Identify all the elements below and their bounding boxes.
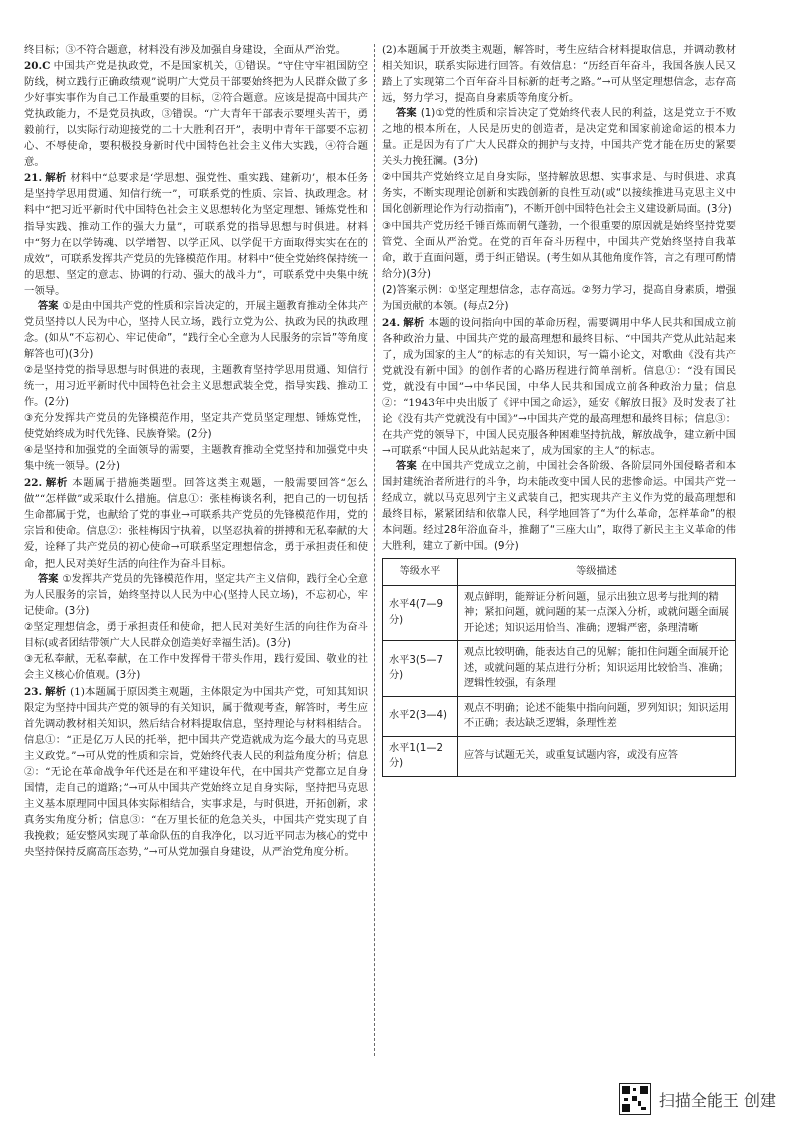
description-cell: 应答与试题无关，或重复试题内容，或没有应答 [458,736,736,776]
answer-point: ①发挥共产党员的先锋模范作用，坚定共产主义信仰，践行全心全意为人民服务的宗旨，始终坚持以人民为中心(坚持人民立场)，不忘初心，牢记使命。(3分) [24,573,368,617]
table-row [383,585,736,641]
watermark-text: 扫描全能王 创建 [658,1090,776,1110]
description-cell: 观点比较明确，能表达自己的见解；能扣住问题全面展开论述，或就问题的某点进行分析；知识运用比较恰当、准确；逻辑性较强，有条理 [458,641,736,697]
analysis-label: 解析 [45,685,67,698]
table-header-description: 等级描述 [458,558,736,585]
question-23-answer-3: ③中国共产党历经千锤百炼而朝气蓬勃，一个很重要的原因就是始终坚持党要管党、全面从严治党。在党的百年奋斗历程中，中国共产党始终坚持自我革命，敢于直面问题，勇于纠正错误。(考生如从其他角度作答，言之有理可酌情给分)(3分) [382,220,736,280]
question-24-answer [382,459,736,555]
analysis-text: 材料中“总要求是‘学思想、强党性、重实践、建新功’，根本任务是坚持学思用贯通、知信行统一”，可联系党的性质、宗旨、执政理念。材料中“把习近平新时代中国特色社会主义思想转化为坚定理想、锤炼党性和指导实践、推动工作的强大力量”，可联系党的指导思想与时俱进。材料中“努力在以学铸魂、以学增智、以学正风、以学促干方面取得实实在在的成效”，可联系发挥共产党员的先锋模范作用。材料中“使全党始终保持统一的思想、坚定的意志、协调的行动、强大的战斗力”，可联系党中央集中统一领导。 [24,172,369,297]
answer-label: 答案 [396,461,418,473]
question-22-answer-3: ③无私奉献，无私奉献，在工作中发挥骨干带头作用，践行爱国、敬业的社会主义核心价值观。(3分) [24,653,368,681]
question-21-analysis [24,170,368,298]
answer-text: 在中国共产党成立之前，中国社会各阶级、各阶层同外国侵略者和本国封建统治者所进行的斗争，均未能改变中国人民的悲惨命运。中国共产党一经成立，就以马克思列宁主义武装自己，把实现共产主义作为党的最高理想和最终目标，紧紧团结和依靠人民，科学地回答了“为什么革命，怎样革命”的根本问题。经过28年浴血奋斗，推翻了“三座大山”，取得了新民主主义革命的伟大胜利，建立了新中国。(9分) [382,461,737,553]
answer-label: 答案 [38,300,59,312]
question-21-answer-4: ④是坚持和加强党的全面领导的需要，主题教育推动全党坚持和加强党中央集中统一领导。(2分) [24,445,368,473]
description-cell: 观点鲜明，能辩证分析问题，显示出独立思考与批判的精神；紧扣问题，就问题的某一点深入分析，或就问题全面展开论述；知识运用恰当、准确；逻辑严密，条理清晰 [458,585,736,641]
analysis-text: 本题的设问指向中国的革命历程，需要调用中华人民共和国成立前各种政治力量、中国共产党的最高理想和最终目标、“中国共产党从此站起来了，成为国家的主人”的标志的有关知识，写一篇小论文，对歌曲《没有共产党就没有新中国》的创作者的心路历程进行简单剖析。信息①：“没有国民党，就没有中国”→中华民国，中华人民共和国成立前各种政治力量；信息②：“1943年中央出版了《评中国之命运》，延安《解放日报》及时发表了社论《没有共产党就没有中国》”→中国共产党的最高理想和最终目标；信息③：在共产党的领导下，中国人民克服各种困难坚持抗战，解放战争，建立新中国→可联系“中国人民从此站起来了，成为国家的主人”的标志。 [382,316,737,458]
question-22-analysis [24,475,368,571]
question-21-answer-1 [24,299,368,363]
answer-point: (1)①党的性质和宗旨决定了党始终代表人民的利益，这是党立于不败之地的根本所在，人民是历史的创造者，是决定党和国家前途命运的根本力量。正是因为有了广大人民群众的拥护与支持，中国共产党才能在历史的紧要关头力挽狂澜。(3分) [382,108,737,168]
analysis-text: 本题属于措施类题型。回答这类主观题，一般需要回答“怎么做”“怎样做”或采取什么措施。信息①：张桂梅谈名利，把自己的一切包括生命都属于党，也献给了党的事业→可联系共产党员的先锋模范作用，党的宗旨和使命。信息②：张桂梅因宁执着，以坚忍执着的拼搏和无私奉献的大爱，诠释了共产党员的初心使命→可联系坚定理想信念，勇于承担责任和使命，把人民对美好生活的向往作为奋斗目标。 [24,477,369,570]
table-row [383,696,736,736]
question-20 [24,58,368,170]
answer-label: 答案 [396,108,417,120]
answer-point: ①是由中国共产党的性质和宗旨决定的，开展主题教育推动全体共产党员坚持以人民为中心，坚持人民立场，践行立党为公、执政为民的执政理念。(如从“不忘初心、牢记使命”，“践行全心全意为人民服务的宗旨”等角度解答也可)(3分) [24,300,368,360]
question-number: 24. [382,316,401,329]
qr-code-icon [619,1083,651,1115]
table-row [383,641,736,697]
table-header-level: 等级水平 [383,558,458,585]
analysis-text: (1)本题属于原因类主观题，主体限定为中国共产党，可知其知识限定为坚持中国共产党的领导的有关知识，属于微观考查，解答时，考生应首先调动教材相关知识，然后结合材料提取信息，坚持理论与材料相结合。信息①：“正是亿万人民的托举，把中国共产党造就成为迄今最大的马克思主义政党。”→可从党的性质和宗旨，党始终代表人民的利益角度分析；信息②：“无论在革命战争年代还是在和平建设年代，在中国共产党都立足自身国情，走自己的道路；”→可从中国共产党始终立足自身实际，坚持把马克思主义基本原理同中国具体实际相结合，实事求是，与时俱进，开拓创新，求真务实角度分析；信息③：“在万里长征的危急关头，中国共产党实现了自我挽救；延安整风实现了革命队伍的自我净化，以习近平同志为核心的党中央坚持保持反腐高压态势，”→可从党加强自身建设，从严治党角度分析。 [24,685,369,859]
question-number: 23. [24,685,43,698]
scanner-watermark [619,1082,776,1116]
level-cell: 水平3(5—7分) [383,641,458,697]
analysis-label: 解析 [45,172,67,185]
question-23-part-2: (2)本题属于开放类主观题，解答时，考生应结合材料提取信息，并调动教材相关知识，联系实际进行回答。有效信息：“历经百年奋斗，我国各族人民又踏上了实现第二个百年奋斗目标新的赶考之路。”→可从坚定理想信念，志存高远，努力学习，提高自身素质等角度分析。 [382,44,736,105]
level-cell: 水平2(3—4) [383,696,458,736]
column-divider [374,44,375,1056]
question-number: 20.C [24,60,51,73]
question-21-answer-2: ②是坚持党的指导思想与时俱进的表现，主题教育坚持学思用贯通、知信行统一，用习近平新时代中国特色社会主义思想武装全党，指导实践、推动工作。(2分) [24,364,368,409]
carryover-paragraph: 终目标；③不符合题意，材料没有涉及加强自身建设，全面从严治党。 [24,44,347,56]
analysis-label: 解析 [45,477,69,490]
question-22-answer-2: ②坚定理想信念，勇于承担责任和使命，把人民对美好生活的向往作为奋斗目标(或者团结带领广大人民群众创造美好幸福生活)。(3分) [24,621,368,649]
question-23-answer-4: (2)答案示例：①坚定理想信念，志存高远。②努力学习，提高自身素质，增强为国贡献的本领。(每点2分) [382,284,736,312]
grading-table [382,558,736,777]
level-cell: 水平1(1—2分) [383,736,458,776]
question-22-answer-1 [24,572,368,620]
question-21-answer-3: ③充分发挥共产党员的先锋模范作用，坚定共产党员坚定理想、锤炼党性，使党始终成为时代先锋、民族脊梁。(2分) [24,413,368,441]
analysis-label: 解析 [403,316,425,329]
table-row [383,736,736,776]
question-number: 21. [24,172,43,185]
question-23-analysis [24,684,368,861]
right-column [382,42,736,1074]
description-cell: 观点不明确；论述不能集中指向问题，罗列知识；知识运用不正确；表达缺乏逻辑，条理性差 [458,696,736,736]
question-24-analysis [382,315,736,459]
answer-label: 答案 [38,573,59,585]
question-23-answer-2: ②中国共产党始终立足自身实际，坚持解放思想、实事求是、与时俱进、求真务实，不断实现理论创新和实践创新的良性互动(或“以接续推进马克思主义中国化创新理论作为行动指南”)，不断开创中国特色社会主义建设新局面。(3分) [382,172,736,216]
question-number: 22. [24,477,43,490]
table-header-row [383,558,736,585]
left-column [24,42,368,1074]
level-cell: 水平4(7—9分) [383,585,458,641]
question-text: 中国共产党是执政党，不是国家机关，①错误。“守住守牢祖国防空防线，树立践行正确政绩观”说明广大党员干部要始终把为人民群众做了多少好事实事作为自己工作最重要的目标，②符合题意。应该是提高中国共产党执政能力，不是党员执政，③错误。“广大青年干部表示要埋头苦干，勇毅前行，以实际行动迎接党的二十大胜利召开”，表明中青年干部要不忘初心、不辱使命，要积极投身新时代中国特色社会主义伟大实践，④符合题意。 [24,60,368,169]
question-23-answer-1 [382,106,736,170]
